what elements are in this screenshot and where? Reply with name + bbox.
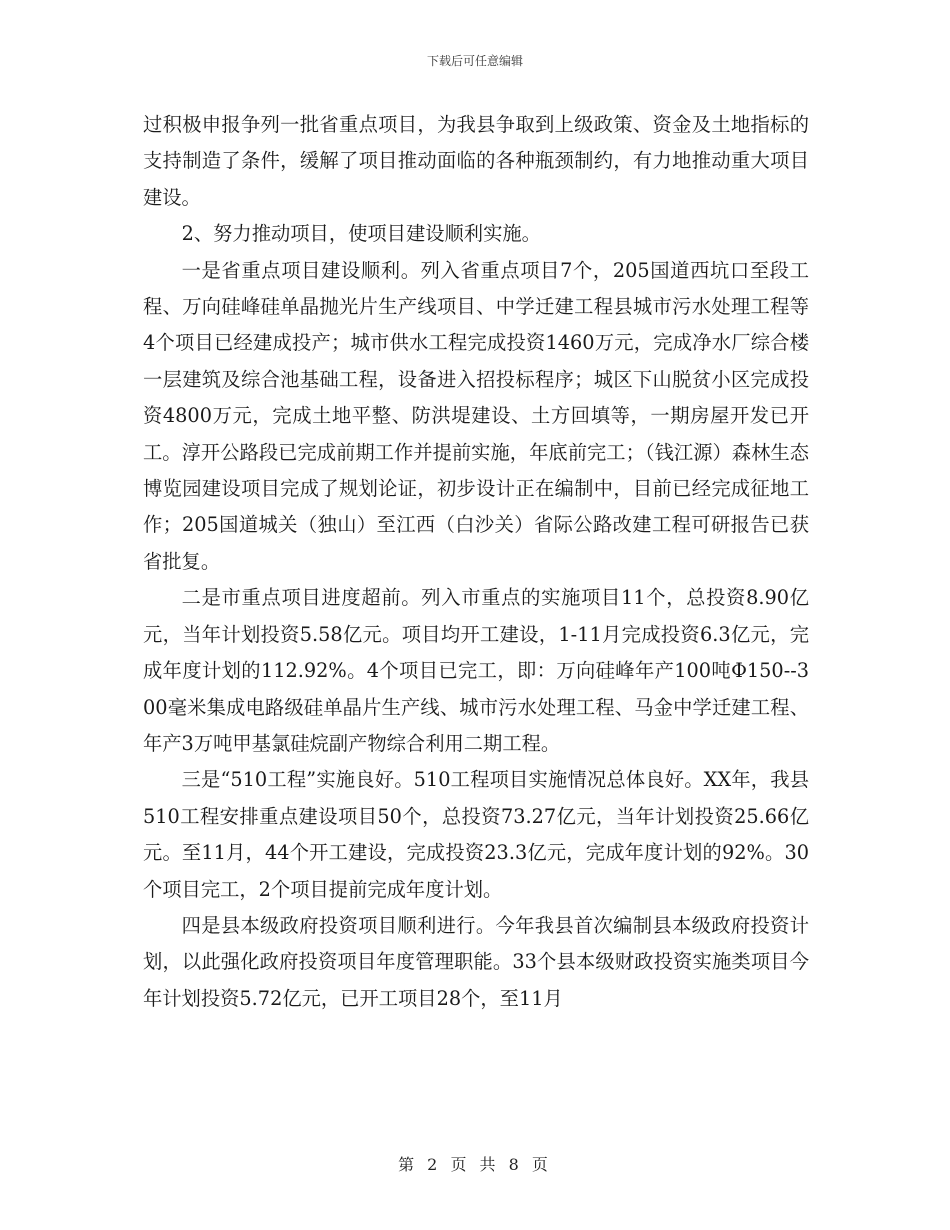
header-note: 下载后可任意编辑 <box>426 54 523 68</box>
paragraph-510-project: 三是“510工程”实施良好。510工程项目实施情况总体良好。XX年，我县510工程安排重点建设项目50个，总投资73.27亿元，当年计划投资25.66亿元。至11月，44个开工建设，完成投资23.3亿元，完成年度计划的92%。30个项目完工，2个项目提前完成年度计划。 <box>143 768 809 901</box>
paragraph-city-projects: 二是市重点项目进度超前。列入市重点的实施项目11个，总投资8.90亿元，当年计划投资5.58亿元。项目均开工建设，1-11月完成投资6.3亿元，完成年度计划的112.92%。4个项目已完工，即：万向硅峰年产100吨Φ150--300毫米集成电路级硅单晶片生产线、城市污水处理工程、马金中学迁建工程、年产3万吨甲基氯硅烷副产物综合利用二期工程。 <box>143 586 809 755</box>
paragraph-section-heading: 2、努力推动项目，使项目建设顺利实施。 <box>181 222 541 246</box>
document-body <box>143 107 809 1017</box>
paragraph-continuation: 过积极申报争列一批省重点项目，为我县争取到上级政策、资金及土地指标的支持制造了条件，缓解了项目推动面临的各种瓶颈制约，有力地推动重大项目建设。 <box>143 113 809 209</box>
paragraph-provincial-projects: 一是省重点项目建设顺利。列入省重点项目7个，205国道西坑口至段工程、万向硅峰硅单晶抛光片生产线项目、中学迁建工程县城市污水处理工程等4个项目已经建成投产；城市供水工程完成投资1460万元，完成净水厂综合楼一层建筑及综合池基础工程，设备进入招投标程序；城区下山脱贫小区完成投资4800万元，完成土地平整、防洪堤建设、土方回填等，一期房屋开发已开工。淳开公路段已完成前期工作并提前实施，年底前完工；（钱江源）森林生态博览园建设项目完成了规划论证，初步设计正在编制中，目前已经完成征地工作；205国道城关（独山）至江西（白沙关）省际公路改建工程可研报告已获省批复。 <box>143 258 809 573</box>
page-number-footer: 第 2 页 共 8 页 <box>398 1155 552 1174</box>
paragraph-county-investment: 四是县本级政府投资项目顺利进行。今年我县首次编制县本级政府投资计划，以此强化政府投资项目年度管理职能。33个县本级财政投资实施类项目今年计划投资5.72亿元，已开工项目28个，至11月 <box>143 913 809 1010</box>
